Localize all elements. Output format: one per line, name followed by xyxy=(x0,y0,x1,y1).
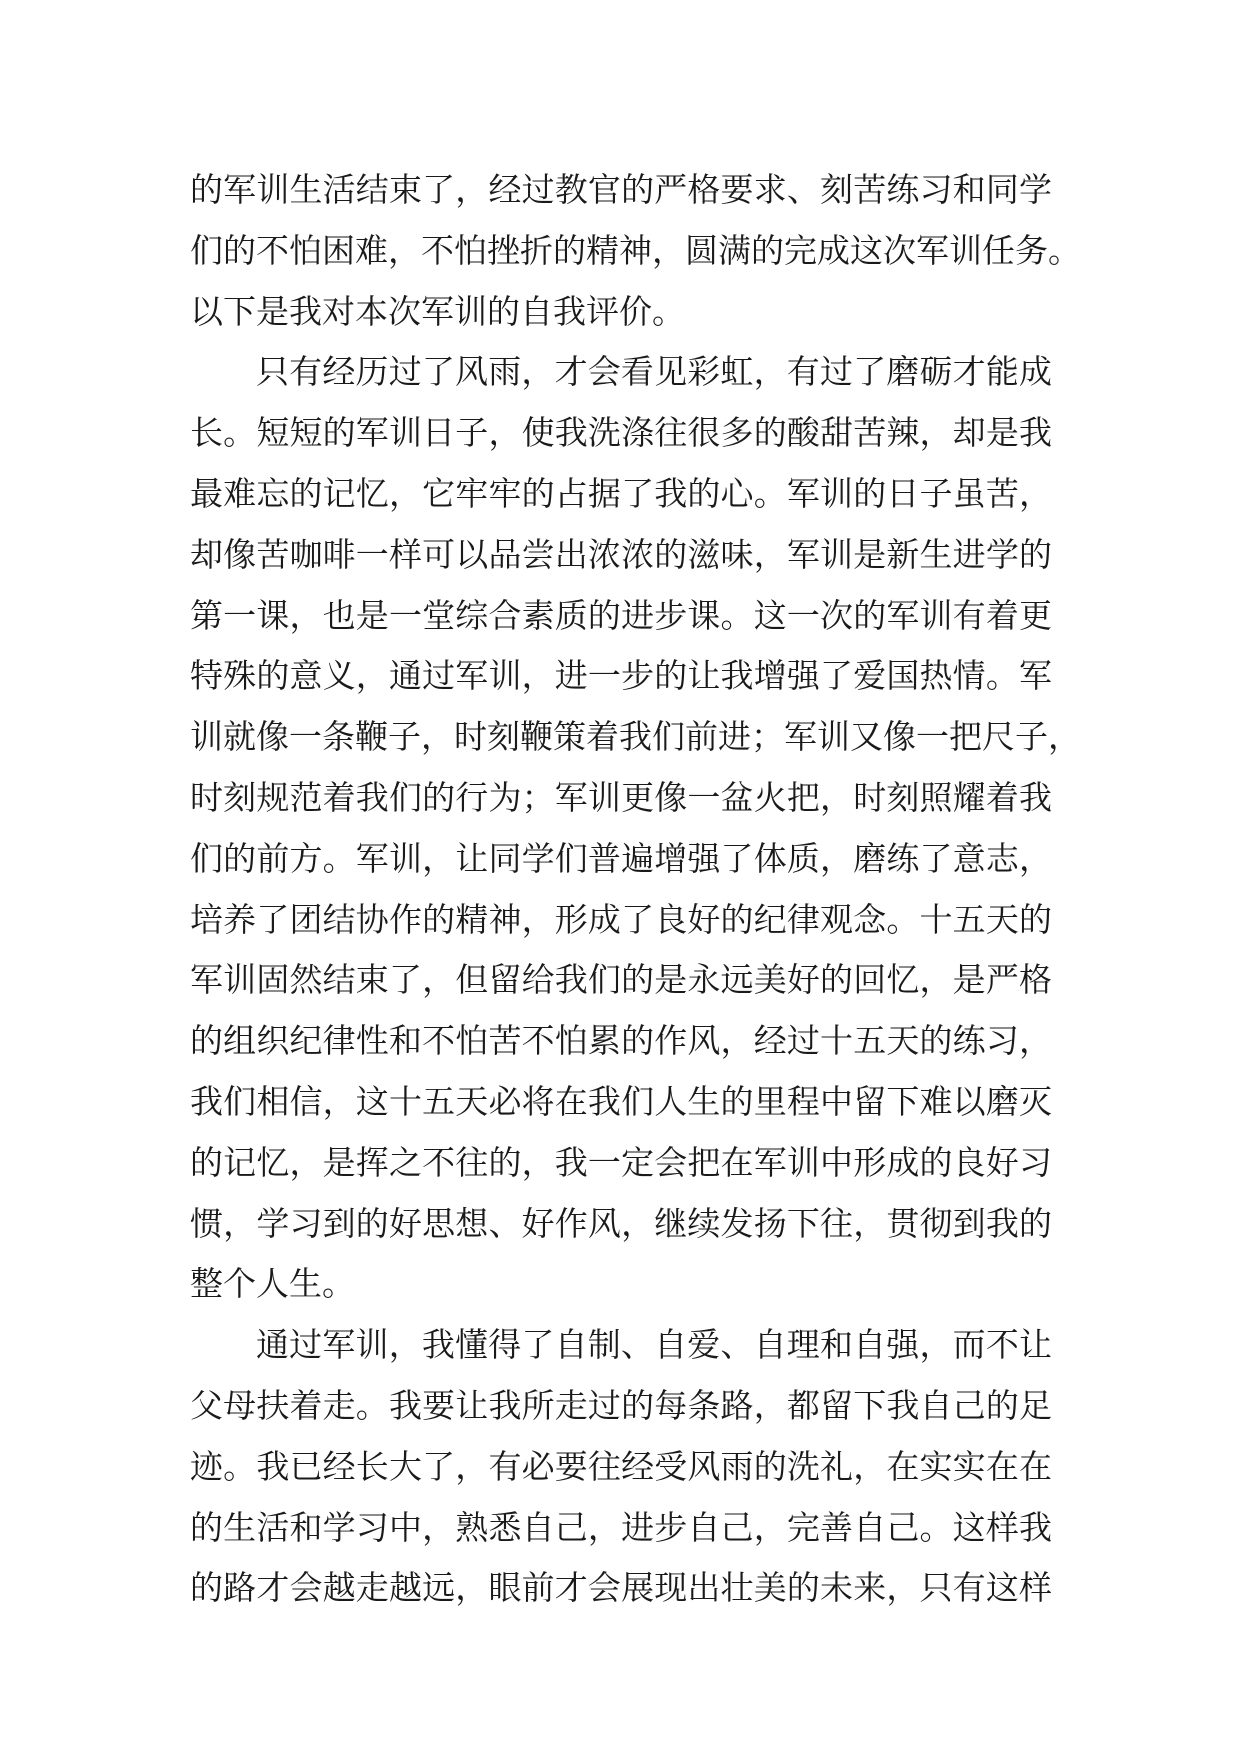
text-line: 却像苦咖啡一样可以品尝出浓浓的滋味，军训是新生进学的 xyxy=(190,534,1052,574)
text-line: 迹。我已经长大了，有必要往经受风雨的洗礼，在实实在在 xyxy=(190,1446,1052,1486)
body-text xyxy=(190,160,1081,1619)
text-line: 整个人生。 xyxy=(190,1264,355,1304)
text-line: 的组织纪律性和不怕苦不怕累的作风，经过十五天的练习， xyxy=(190,1021,1052,1061)
text-line: 的军训生活结束了，经过教官的严格要求、刻苦练习和同学 xyxy=(190,170,1052,209)
text-line: 军训固然结束了，但留给我们的是永远美好的回忆，是严格 xyxy=(190,960,1052,1000)
text-line: 以下是我对本次军训的自我评价。 xyxy=(190,291,685,331)
text-line: 的路才会越走越远，眼前才会展现出壮美的未来，只有这样 xyxy=(190,1568,1052,1608)
text-line: 培养了团结协作的精神，形成了良好的纪律观念。十五天的 xyxy=(190,899,1052,939)
text-line: 们的不怕困难，不怕挫折的精神，圆满的完成这次军训任务。 xyxy=(190,230,1081,270)
text-line: 惯，学习到的好思想、好作风，继续发扬下往，贯彻到我的 xyxy=(190,1203,1052,1243)
text-line: 的记忆，是挥之不往的，我一定会把在军训中形成的良好习 xyxy=(190,1142,1052,1182)
text-line: 训就像一条鞭子，时刻鞭策着我们前进；军训又像一把尺子， xyxy=(190,717,1081,757)
text-line: 我们相信，这十五天必将在我们人生的里程中留下难以磨灭 xyxy=(190,1081,1052,1121)
text-line: 第一课，也是一堂综合素质的进步课。这一次的军训有着更 xyxy=(190,595,1052,635)
text-line: 特殊的意义，通过军训，进一步的让我增强了爱国热情。军 xyxy=(190,656,1052,696)
text-line: 们的前方。军训，让同学们普遍增强了体质，磨练了意志， xyxy=(190,838,1052,878)
text-line: 父母扶着走。我要让我所走过的每条路，都留下我自己的足 xyxy=(190,1385,1052,1425)
text-line: 的生活和学习中，熟悉自己，进步自己，完善自己。这样我 xyxy=(190,1507,1052,1547)
paragraph-start-line: 只有经历过了风雨，才会看见彩虹，有过了磨砺才能成 xyxy=(256,352,1052,392)
text-line: 时刻规范着我们的行为；军训更像一盆火把，时刻照耀着我 xyxy=(190,777,1052,817)
paragraph-start-line: 通过军训，我懂得了自制、自爱、自理和自强，而不让 xyxy=(256,1325,1052,1365)
text-line: 最难忘的记忆，它牢牢的占据了我的心。军训的日子虽苦， xyxy=(190,473,1052,513)
text-line: 长。短短的军训日子，使我洗涤往很多的酸甜苦辣，却是我 xyxy=(190,413,1052,453)
